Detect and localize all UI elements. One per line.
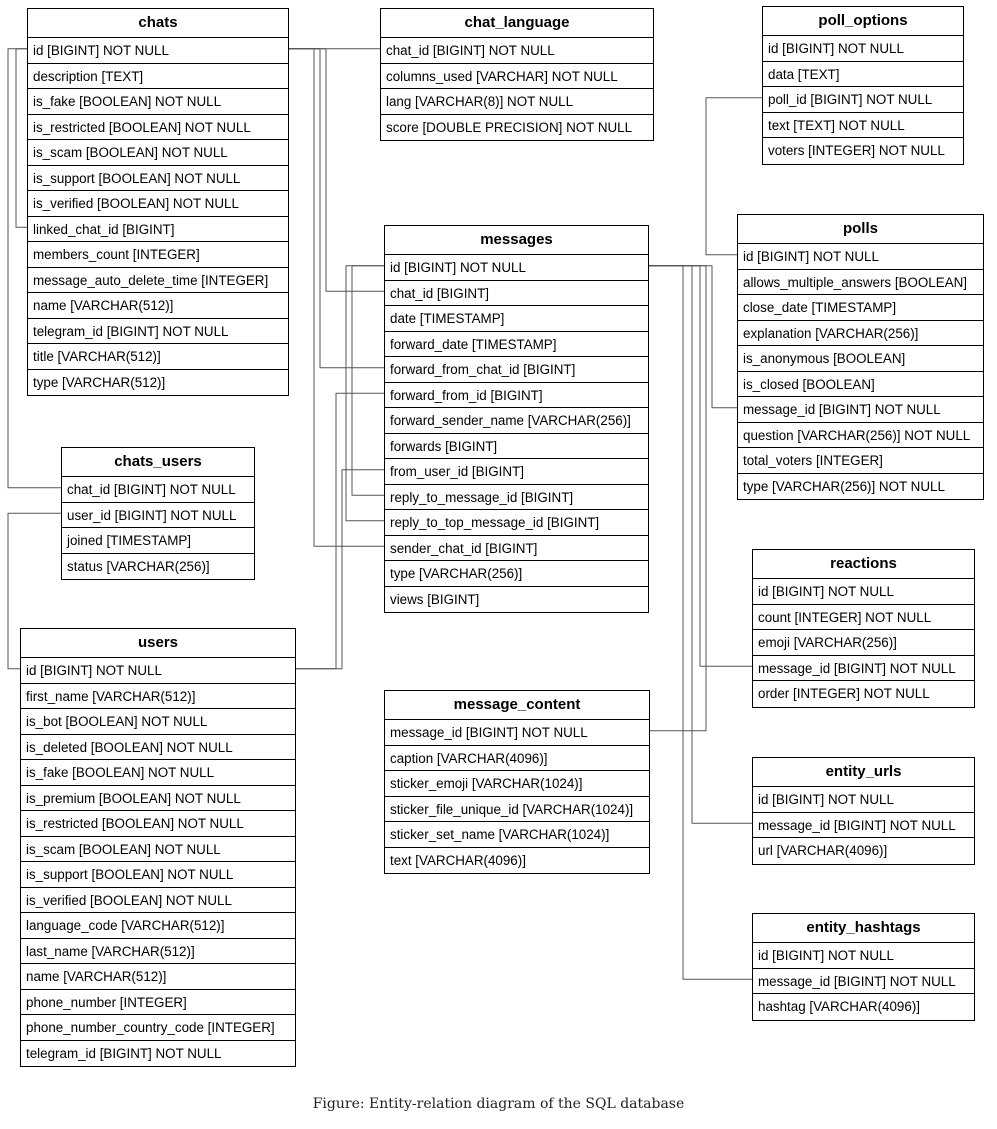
table-row: hashtag [VARCHAR(4096)] <box>758 999 921 1014</box>
table-row: user_id [BIGINT] NOT NULL <box>62 503 254 529</box>
table-entity_urls <box>752 757 975 865</box>
table-row: explanation [VARCHAR(256)] <box>738 321 983 347</box>
table-row: phone_number [INTEGER] <box>21 990 295 1016</box>
table-row: type [VARCHAR(256)] NOT NULL <box>743 478 945 494</box>
table-row: url [VARCHAR(4096)] <box>758 843 888 858</box>
table-chat_language <box>380 8 654 141</box>
table-row: is_restricted [BOOLEAN] NOT NULL <box>21 811 295 837</box>
table-row: description [TEXT] <box>28 64 288 90</box>
table-row: from_user_id [BIGINT] <box>385 459 648 485</box>
table-row: type [VARCHAR(256)] <box>385 561 648 587</box>
table-title: chat_language <box>381 9 653 38</box>
table-row: allows_multiple_answers [BOOLEAN] <box>738 270 983 296</box>
table-title: entity_urls <box>753 758 974 787</box>
table-row: first_name [VARCHAR(512)] <box>21 684 295 710</box>
table-row: forwards [BIGINT] <box>385 434 648 460</box>
table-row: is_support [BOOLEAN] NOT NULL <box>28 166 288 192</box>
table-row: count [INTEGER] NOT NULL <box>753 605 974 631</box>
table-row: id [BIGINT] NOT NULL <box>753 943 974 969</box>
table-row: last_name [VARCHAR(512)] <box>21 939 295 965</box>
table-row: id [BIGINT] NOT NULL <box>738 244 983 270</box>
table-row: id [BIGINT] NOT NULL <box>753 579 974 605</box>
table-title: poll_options <box>763 7 963 36</box>
table-row: sticker_set_name [VARCHAR(1024)] <box>385 822 649 848</box>
table-row: id [BIGINT] NOT NULL <box>385 255 648 281</box>
table-row: name [VARCHAR(512)] <box>21 964 295 990</box>
table-row: views [BIGINT] <box>390 591 480 607</box>
table-row: name [VARCHAR(512)] <box>28 293 288 319</box>
table-row: chat_id [BIGINT] NOT NULL <box>381 38 653 64</box>
table-title: chats_users <box>62 448 254 477</box>
table-row: forward_sender_name [VARCHAR(256)] <box>385 408 648 434</box>
table-users <box>20 628 296 1067</box>
table-row: poll_id [BIGINT] NOT NULL <box>763 87 963 113</box>
table-row: data [TEXT] <box>763 62 963 88</box>
table-row: message_auto_delete_time [INTEGER] <box>28 268 288 294</box>
table-row: order [INTEGER] NOT NULL <box>758 686 930 701</box>
table-row: sender_chat_id [BIGINT] <box>385 536 648 562</box>
link-forward-from-user <box>296 393 384 669</box>
table-poll_options <box>762 6 964 165</box>
table-row: reply_to_top_message_id [BIGINT] <box>385 510 648 536</box>
table-row: score [DOUBLE PRECISION] NOT NULL <box>386 119 633 135</box>
table-row: emoji [VARCHAR(256)] <box>753 630 974 656</box>
table-row: is_verified [BOOLEAN] NOT NULL <box>28 191 288 217</box>
table-row: is_fake [BOOLEAN] NOT NULL <box>21 760 295 786</box>
table-title: chats <box>28 9 288 38</box>
table-row: close_date [TIMESTAMP] <box>738 295 983 321</box>
table-title: reactions <box>753 550 974 579</box>
table-row: total_voters [INTEGER] <box>738 448 983 474</box>
table-row: text [TEXT] NOT NULL <box>763 113 963 139</box>
link-reply-to-message <box>352 266 384 496</box>
link-polls-message <box>649 266 737 408</box>
table-title: polls <box>738 215 983 244</box>
table-row: telegram_id [BIGINT] NOT NULL <box>26 1045 222 1061</box>
table-row: caption [VARCHAR(4096)] <box>385 746 649 772</box>
table-title: entity_hashtags <box>753 914 974 943</box>
table-row: is_premium [BOOLEAN] NOT NULL <box>21 786 295 812</box>
table-entity_hashtags <box>752 913 975 1021</box>
link-linked-chat <box>16 49 27 228</box>
table-row: columns_used [VARCHAR] NOT NULL <box>381 64 653 90</box>
table-row: is_restricted [BOOLEAN] NOT NULL <box>28 115 288 141</box>
table-reactions <box>752 549 975 708</box>
link-from-user <box>296 470 384 669</box>
table-row: forward_from_chat_id [BIGINT] <box>385 357 648 383</box>
table-row: is_anonymous [BOOLEAN] <box>738 346 983 372</box>
table-row: forward_from_id [BIGINT] <box>385 383 648 409</box>
table-row: joined [TIMESTAMP] <box>62 528 254 554</box>
table-row: is_fake [BOOLEAN] NOT NULL <box>28 89 288 115</box>
table-row: date [TIMESTAMP] <box>385 306 648 332</box>
link-messages-chat <box>289 49 384 292</box>
table-row: phone_number_country_code [INTEGER] <box>21 1015 295 1041</box>
table-row: message_id [BIGINT] NOT NULL <box>738 397 983 423</box>
table-row: sticker_emoji [VARCHAR(1024)] <box>385 771 649 797</box>
table-row: is_scam [BOOLEAN] NOT NULL <box>28 140 288 166</box>
table-row: type [VARCHAR(512)] <box>33 374 166 390</box>
table-title: message_content <box>385 691 649 720</box>
table-chats <box>27 8 289 396</box>
table-row: question [VARCHAR(256)] NOT NULL <box>738 423 983 449</box>
table-chats_users <box>61 447 255 580</box>
link-message-content <box>649 266 706 731</box>
table-row: is_deleted [BOOLEAN] NOT NULL <box>21 735 295 761</box>
table-message_content <box>384 690 650 874</box>
table-row: id [BIGINT] NOT NULL <box>763 36 963 62</box>
table-row: message_id [BIGINT] NOT NULL <box>753 656 974 682</box>
table-polls <box>737 214 984 500</box>
table-row: lang [VARCHAR(8)] NOT NULL <box>381 89 653 115</box>
figure-caption: Figure: Entity-relation diagram of the SQL database <box>312 1096 685 1112</box>
table-row: is_scam [BOOLEAN] NOT NULL <box>21 837 295 863</box>
table-messages <box>384 225 649 613</box>
table-row: linked_chat_id [BIGINT] <box>28 217 288 243</box>
table-row: message_id [BIGINT] NOT NULL <box>753 813 974 839</box>
table-row: chat_id [BIGINT] <box>385 281 648 307</box>
link-forward-from-chat <box>289 49 384 368</box>
table-row: is_bot [BOOLEAN] NOT NULL <box>21 709 295 735</box>
table-row: forward_date [TIMESTAMP] <box>385 332 648 358</box>
table-row: reply_to_message_id [BIGINT] <box>385 485 648 511</box>
table-title: users <box>21 629 295 658</box>
table-row: id [BIGINT] NOT NULL <box>28 38 288 64</box>
table-row: id [BIGINT] NOT NULL <box>21 658 295 684</box>
table-row: id [BIGINT] NOT NULL <box>753 787 974 813</box>
table-row: message_id [BIGINT] NOT NULL <box>753 969 974 995</box>
table-row: members_count [INTEGER] <box>28 242 288 268</box>
table-row: status [VARCHAR(256)] <box>67 558 210 574</box>
table-row: text [VARCHAR(4096)] <box>390 852 526 868</box>
table-row: sticker_file_unique_id [VARCHAR(1024)] <box>385 797 649 823</box>
table-row: title [VARCHAR(512)] <box>28 344 288 370</box>
table-row: language_code [VARCHAR(512)] <box>21 913 295 939</box>
table-row: telegram_id [BIGINT] NOT NULL <box>28 319 288 345</box>
table-row: voters [INTEGER] NOT NULL <box>768 143 945 158</box>
table-row: is_support [BOOLEAN] NOT NULL <box>21 862 295 888</box>
table-row: chat_id [BIGINT] NOT NULL <box>62 477 254 503</box>
table-row: is_closed [BOOLEAN] <box>738 372 983 398</box>
table-title: messages <box>385 226 648 255</box>
table-row: message_id [BIGINT] NOT NULL <box>385 720 649 746</box>
table-row: is_verified [BOOLEAN] NOT NULL <box>21 888 295 914</box>
